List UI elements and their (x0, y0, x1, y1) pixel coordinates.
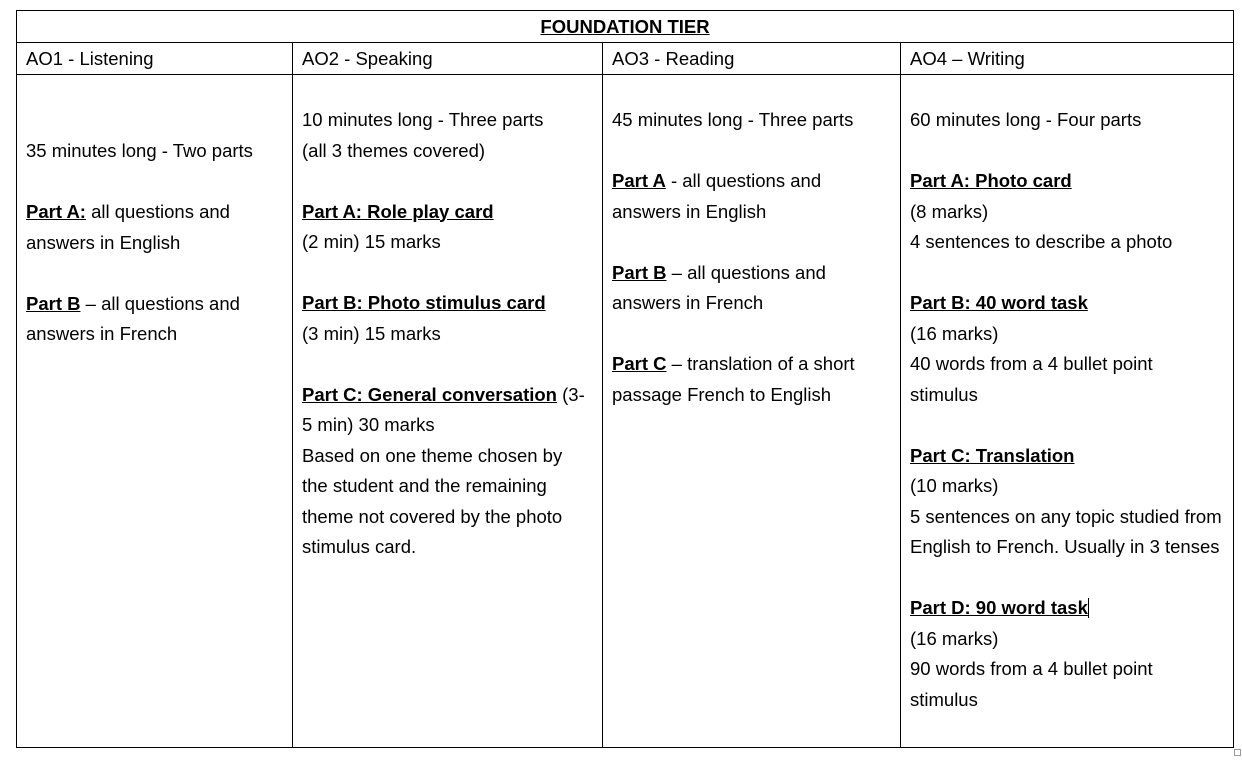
reading-cell (603, 75, 901, 748)
reading-part-a (612, 166, 891, 227)
reading-part-b (612, 258, 891, 319)
speaking-part-c-detail: (3-5 min) 30 marks (302, 383, 585, 435)
reading-part-b-label: Part B (612, 261, 667, 283)
writing-part-a-text: 4 sentences to describe a photo (910, 231, 1173, 252)
listening-part-b-label: Part B (26, 292, 81, 314)
reading-part-a-text: - all questions and answers in English (612, 170, 822, 222)
writing-part-a-label: Part A: Photo card (910, 170, 1072, 191)
writing-part-c-label: Part C: Translation (910, 444, 1075, 466)
header-listening: AO1 - Listening (17, 43, 293, 75)
table-title: FOUNDATION TIER (17, 11, 1234, 43)
speaking-part-b-label: Part B: Photo stimulus card (302, 292, 546, 313)
reading-duration: 45 minutes long - Three parts (612, 109, 854, 130)
listening-duration: 35 minutes long - Two parts (26, 140, 253, 161)
speaking-duration-line1: 10 minutes long - Three parts (302, 109, 544, 130)
text-cursor (1088, 598, 1089, 618)
writing-part-b-text: 40 words from a 4 bullet point stimulus (910, 353, 1153, 405)
listening-part-b (26, 289, 283, 350)
writing-part-d-text: 90 words from a 4 bullet point stimulus (910, 658, 1153, 710)
writing-part-c-text: 5 sentences on any topic studied from English to French. Usually in 3 tenses (910, 505, 1222, 557)
reading-part-a-label: Part A (612, 170, 666, 191)
writing-part-d-label: Part D: 90 word task (910, 597, 1088, 618)
speaking-duration-line2: (all 3 themes covered) (302, 139, 486, 161)
listening-part-a-label: Part A: (26, 201, 86, 222)
header-reading: AO3 - Reading (603, 43, 901, 75)
listening-part-a-text: all questions and answers in English (26, 201, 230, 253)
speaking-part-c-label: Part C: General conversation (302, 383, 557, 405)
reading-part-c-label: Part C (612, 353, 667, 374)
header-speaking: AO2 - Speaking (293, 43, 603, 75)
header-row (17, 43, 1234, 75)
speaking-part-c-text: Based on one theme chosen by the student and the remaining theme not covered by the photo stimulus card. (302, 444, 563, 557)
speaking-cell (293, 75, 603, 748)
writing-part-c-marks: (10 marks) (910, 475, 999, 496)
listening-cell (17, 75, 293, 748)
speaking-part-a-label: Part A: Role play card (302, 200, 494, 222)
reading-part-c (612, 349, 891, 410)
listening-part-b-text: – all questions and answers in French (26, 292, 240, 344)
speaking-part-b-detail: (3 min) 15 marks (302, 322, 441, 344)
writing-part-b-label: Part B: 40 word task (910, 292, 1088, 313)
reading-part-c-text: – translation of a short passage French to English (612, 353, 855, 405)
speaking-part-c (302, 380, 593, 441)
content-row (17, 75, 1234, 748)
writing-part-a-marks: (8 marks) (910, 200, 989, 222)
header-writing: AO4 – Writing (901, 43, 1234, 75)
writing-part-d-marks: (16 marks) (910, 627, 999, 649)
speaking-part-a-detail: (2 min) 15 marks (302, 231, 441, 252)
writing-part-d-line (910, 593, 1224, 624)
listening-part-a (26, 197, 283, 258)
foundation-tier-table (16, 10, 1234, 748)
title-row (17, 11, 1234, 43)
table-resize-handle[interactable] (1234, 749, 1241, 756)
reading-part-b-text: – all questions and answers in French (612, 261, 826, 313)
writing-cell[interactable] (901, 75, 1234, 748)
writing-duration: 60 minutes long - Four parts (910, 109, 1142, 130)
writing-part-b-marks: (16 marks) (910, 322, 999, 344)
